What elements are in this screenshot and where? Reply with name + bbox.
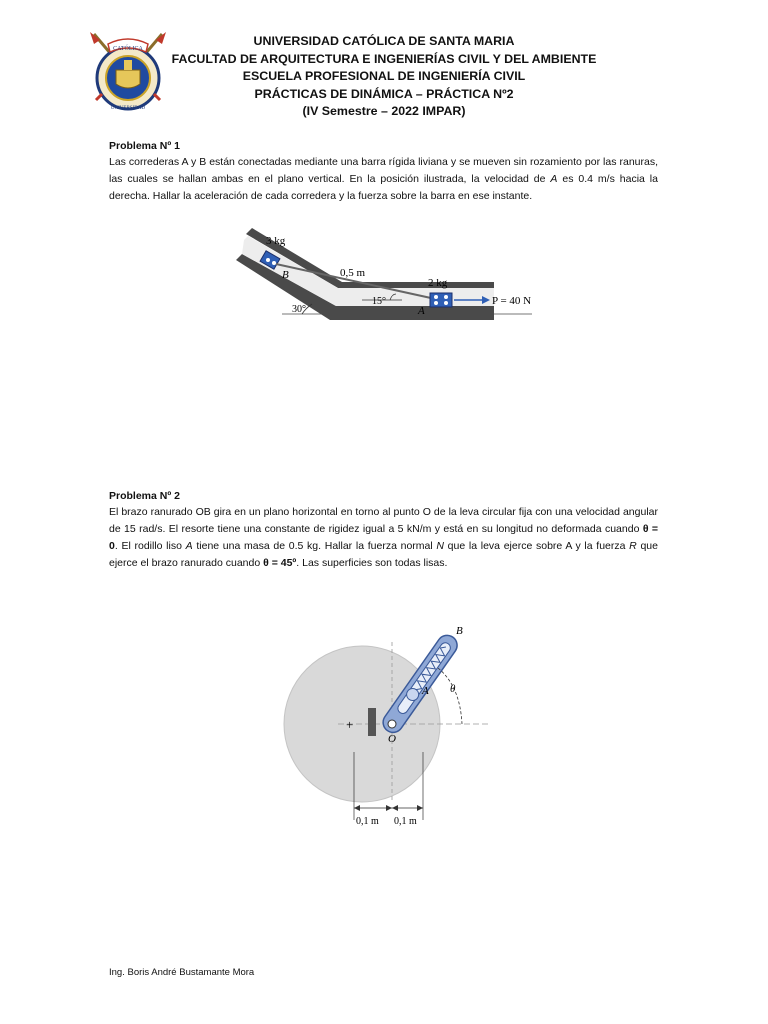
header-faculty: FACULTAD DE ARQUITECTURA E INGENIERÍAS CIVIL Y DEL AMBIENTE (171, 51, 597, 66)
seal-ribbon-text: CATÓLICA (113, 46, 143, 52)
problem-2-title: Problema Nº 2 (109, 490, 180, 502)
cam-arm-diagram (278, 602, 493, 832)
slider-A-label: A (418, 305, 425, 317)
sliders-diagram (232, 226, 542, 330)
figure-sliders (232, 226, 542, 330)
seal-side-text: UNIVERSIDAD (110, 106, 146, 111)
point-B-label: B (456, 625, 463, 637)
header-school: ESCUELA PROFESIONAL DE INGENIERÍA CIVIL (242, 69, 526, 83)
problem-2-theta-zero: θ = 0 (109, 523, 659, 552)
dimension-2-label: 0,1 m (394, 816, 417, 827)
problem-2-text (109, 504, 658, 572)
header-practice: PRÁCTICAS DE DINÁMICA – PRÁCTICA Nº2 (254, 86, 514, 101)
bar-angle-label: 15° (372, 296, 386, 307)
figure-cam-arm (278, 602, 493, 832)
theta-label: θ (450, 683, 456, 695)
problem-2-var-R: R (629, 540, 637, 552)
incline-angle-label: 30° (292, 304, 306, 315)
problem-2-text-part: tiene una masa de 0.5 kg. Hallar la fuerza normal (192, 540, 437, 552)
roller-A-label: A (422, 685, 429, 697)
problem-1-text (109, 154, 658, 205)
mass-A-label: 2 kg (428, 277, 448, 289)
point-O-label: O (388, 733, 396, 745)
problem-2 (109, 490, 658, 572)
problem-1-text-part: Las correderas A y B están conectadas mediante una barra rígida liviana y se mueven sin rozamiento por las ranuras, las cuales se hallan ambas en el plano vertical. En la posición ilustrada, la velocidad de (109, 156, 658, 185)
problem-1-title: Problema Nº 1 (109, 140, 180, 152)
problem-1-var-A: A (550, 173, 558, 185)
header-university: UNIVERSIDAD CATÓLICA DE SANTA MARIA (253, 34, 515, 48)
slider-B-label: B (282, 269, 289, 281)
problem-2-text-part: . El rodillo liso (114, 540, 186, 552)
problem-2-text-part: El brazo ranurado OB gira en un plano horizontal en torno al punto O de la leva circular fija con una velocidad angular de 15 rad/s. El resorte tiene una constante de rigidez igual a 5 kN/m y está en su longitud no deformada cuando (109, 506, 658, 535)
problem-1 (109, 140, 658, 205)
mass-B-label: 3 kg (266, 235, 286, 247)
problem-2-var-N: N (436, 540, 444, 552)
problem-1-text-part: es 0.4 m/s hacia la derecha. Hallar la aceleración de cada corredera y la fuerza sobre la barra en ese instante. (109, 173, 658, 202)
cam-center-mark: + (346, 717, 354, 732)
problem-2-var-A: A (185, 540, 193, 552)
footer-author: Ing. Boris André Bustamante Mora (109, 967, 255, 978)
problem-2-text-part: . Las superficies son todas lisas. (296, 557, 448, 569)
force-label: P = 40 N (492, 295, 532, 307)
document-header (0, 33, 768, 121)
problem-2-text-part: que la leva ejerce sobre A y la fuerza (443, 540, 630, 552)
problem-2-theta-45: θ = 45º (263, 557, 297, 569)
header-semester: (IV Semestre – 2022 IMPAR) (302, 104, 466, 118)
bar-length-label: 0,5 m (340, 267, 366, 279)
problem-2-text-part: que ejerce el brazo ranurado cuando (109, 540, 658, 569)
dimension-1-label: 0,1 m (356, 816, 379, 827)
